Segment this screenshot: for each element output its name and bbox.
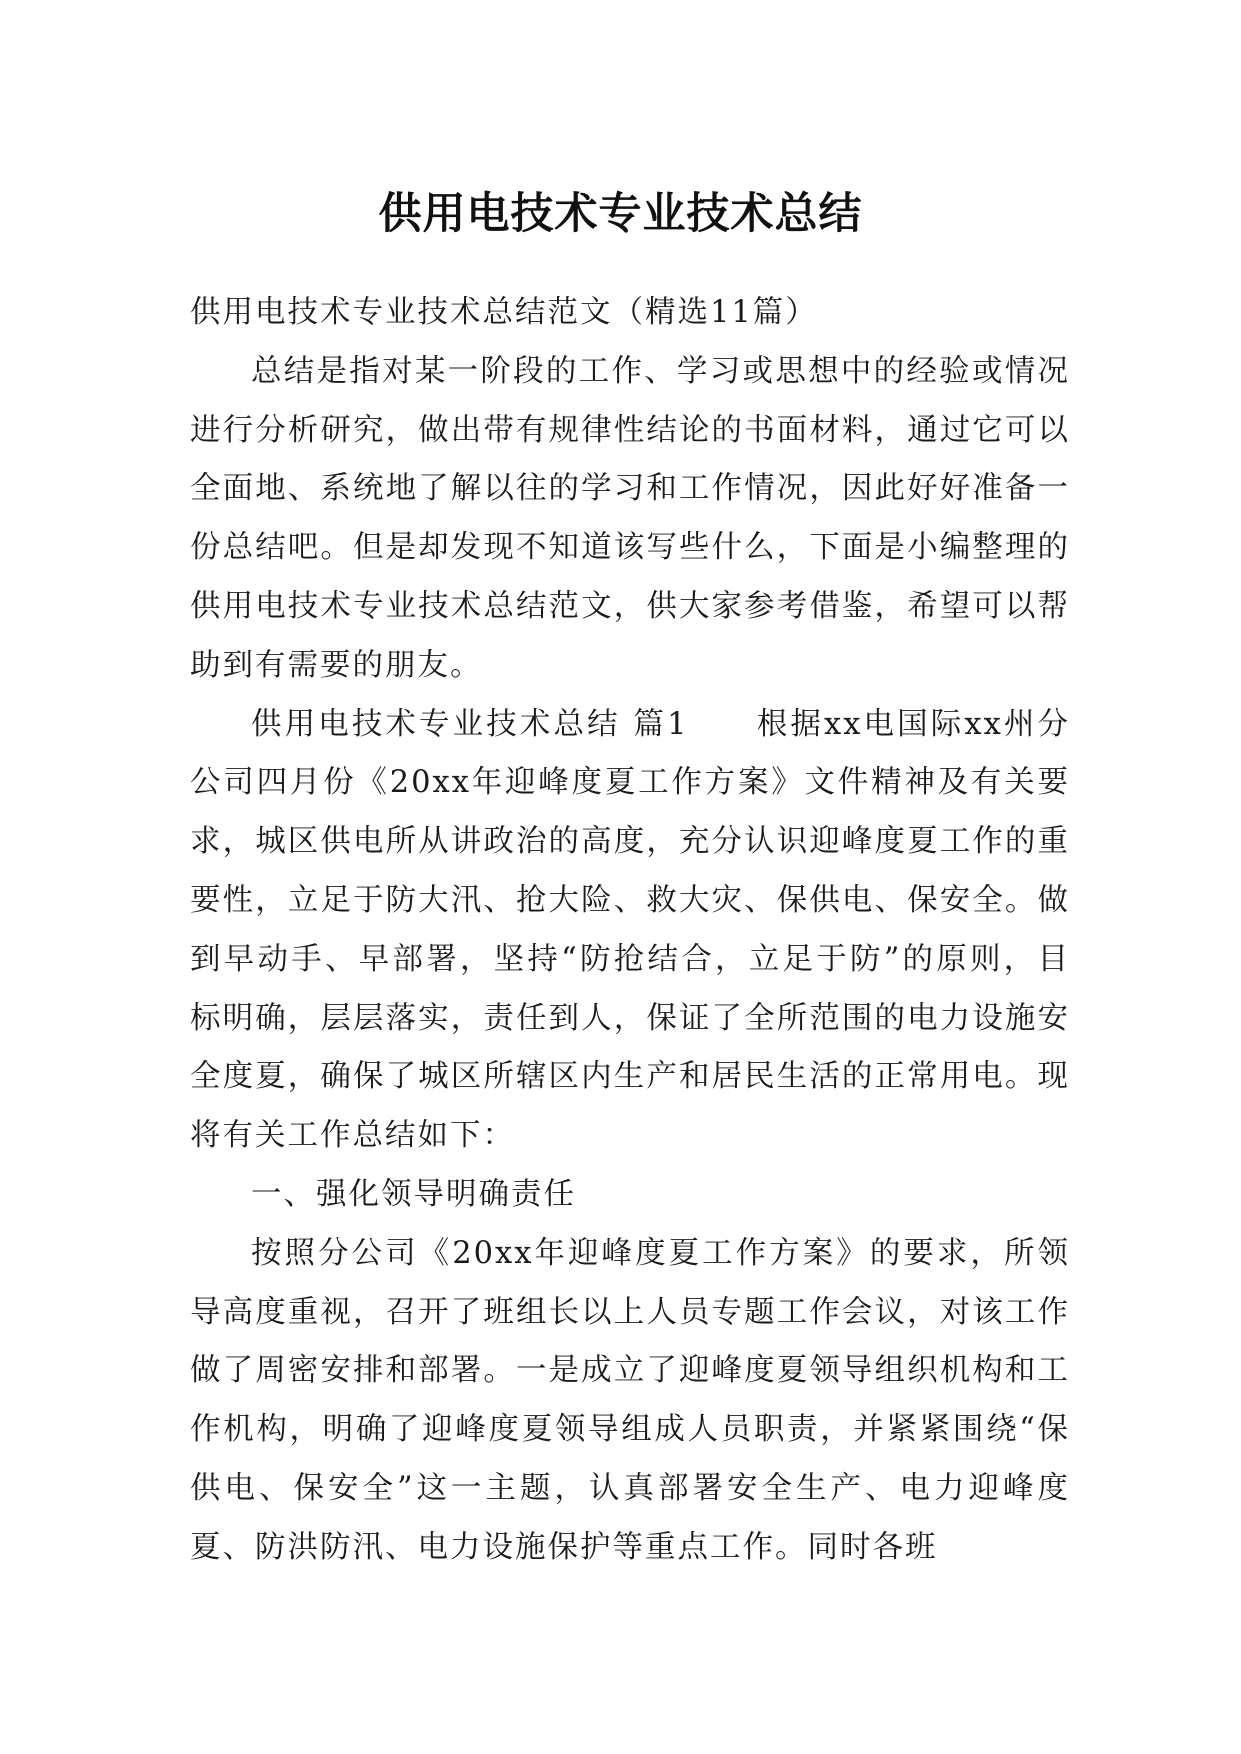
paragraph-section-1: 供用电技术专业技术总结 篇1 根据xx电国际xx州分公司四月份《20xx年迎峰度夏工作方案》文件精神及有关要求，城区供电所从讲政治的高度，充分认识迎峰度夏工作的重要性，立足于防大汛、抢大险、救大灾、保供电、保安全。做到早动手、早部署，坚持“防抢结合，立足于防”的原则，目标明确，层层落实，责任到人，保证了全所范围的电力设施安全度夏，确保了城区所辖区内生产和居民生活的正常用电。现将有关工作总结如下： bbox=[190, 706, 1070, 1154]
paragraph-intro: 总结是指对某一阶段的工作、学习或思想中的经验或情况进行分析研究，做出带有规律性结论的书面材料，通过它可以全面地、系统地了解以往的学习和工作情况，因此好好准备一份总结吧。但是却发现不知道该写些什么，下面是小编整理的供用电技术专业技术总结范文，供大家参考借鉴，希望可以帮助到有需要的朋友。 bbox=[190, 353, 1070, 683]
document-body bbox=[190, 284, 1070, 1578]
document-title: 供用电技术专业技术总结 bbox=[378, 188, 863, 239]
paragraph-leadership: 按照分公司《20xx年迎峰度夏工作方案》的要求，所领导高度重视，召开了班组长以上人员专题工作会议，对该工作做了周密安排和部署。一是成立了迎峰度夏领导组织机构和工作机构，明确了迎峰度夏领导组成人员职责，并紧紧围绕“保供电、保安全”这一主题，认真部署安全生产、电力迎峰度夏、防洪防汛、电力设施保护等重点工作。同时各班 bbox=[190, 1235, 1070, 1565]
section-heading: 一、强化领导明确责任 bbox=[251, 1176, 576, 1212]
document-subtitle: 供用电技术专业技术总结范文（精选11篇） bbox=[190, 295, 818, 330]
